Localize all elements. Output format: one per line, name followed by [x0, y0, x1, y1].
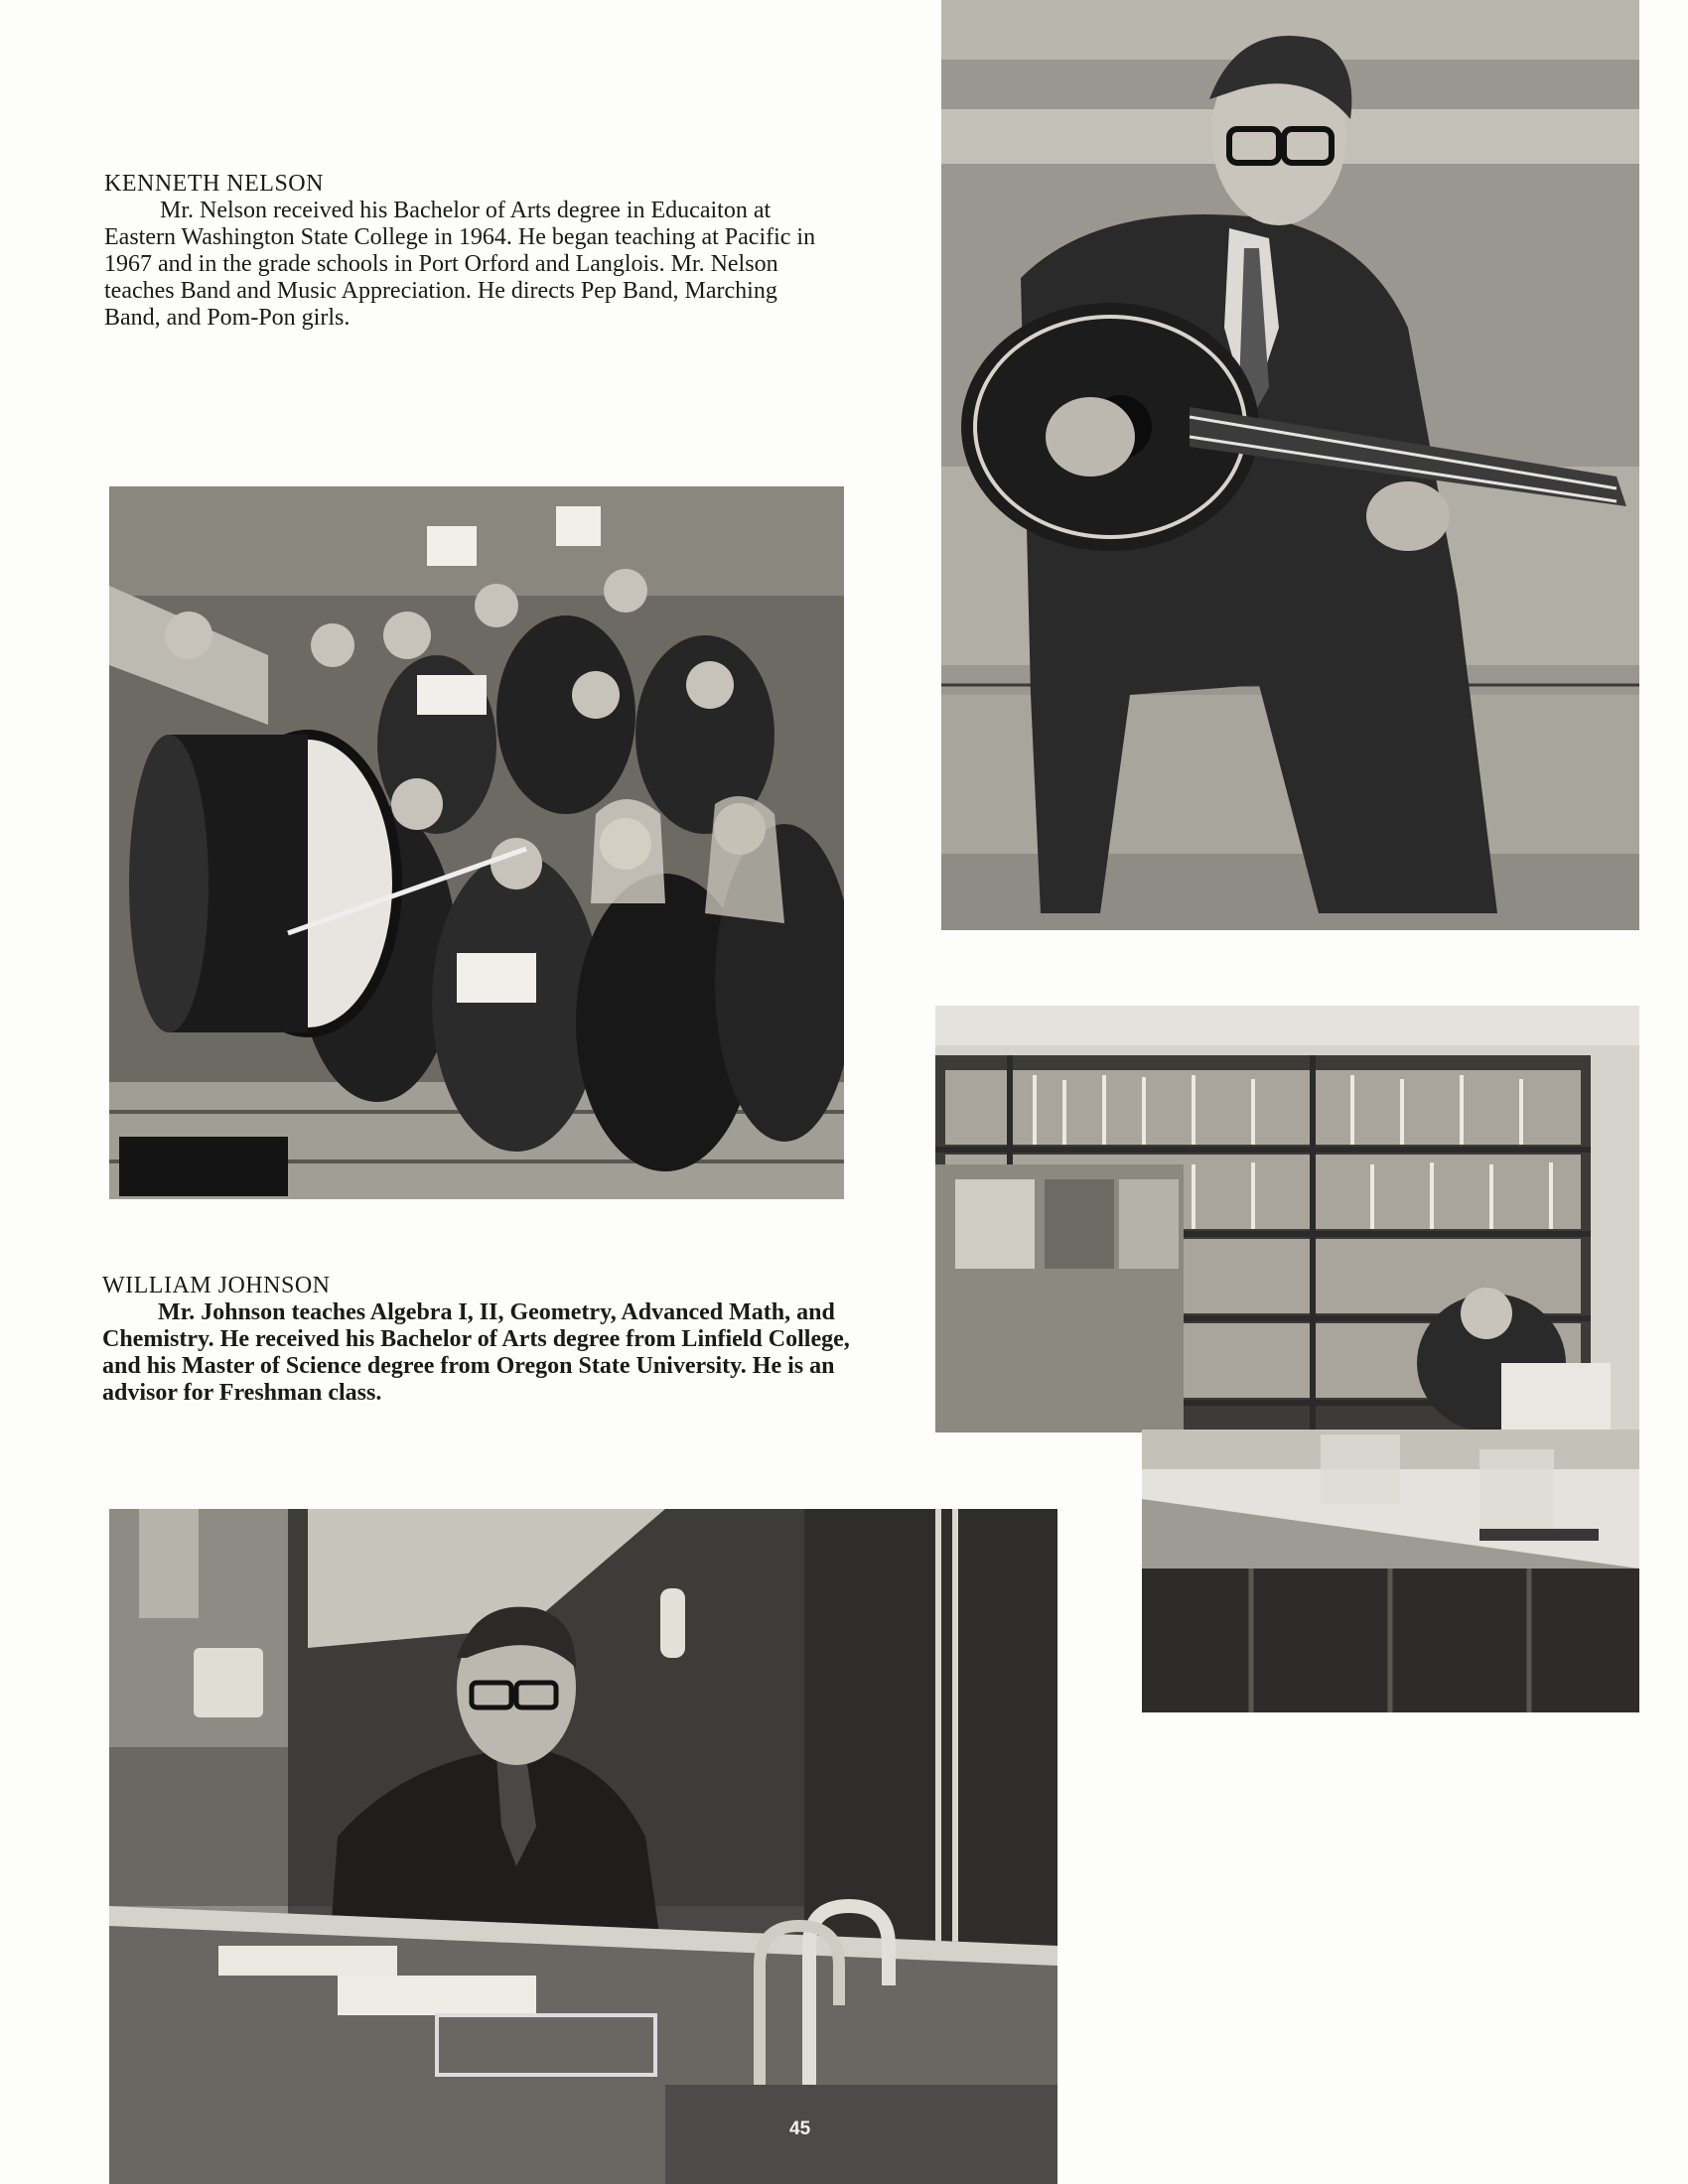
photo-library-bookshelves — [935, 1006, 1639, 1433]
photo-pep-band — [109, 486, 844, 1199]
bio-text: Mr. Johnson teaches Algebra I, II, Geometry, Advanced Math, and Chemistry. He received his Bachelor of Arts degree from Linfield College, and his Master of Science degree from Oregon State University. He is an advisor for Freshman class. — [102, 1299, 850, 1406]
bio-name: KENNETH NELSON — [104, 171, 324, 197]
bio-kenneth-nelson — [104, 171, 839, 332]
photo-teacher-playing-guitar — [941, 0, 1639, 930]
photo-teacher-at-lab-desk — [109, 1509, 1057, 2184]
page-number: 45 — [789, 2118, 811, 2139]
bio-william-johnson — [102, 1273, 867, 1407]
photo-library-counter — [1142, 1430, 1639, 1712]
bio-name: WILLIAM JOHNSON — [102, 1273, 331, 1298]
bio-text: Mr. Nelson received his Bachelor of Arts degree in Educaiton at Eastern Washington State College in 1964. He began teaching at Pacific in 1967 and in the grade schools in Port Orford and Langlois. Mr. Nelson teaches Band and Music Appreciation. He directs Pep Band, Marching Band, and Pom-Pon girls. — [104, 198, 816, 331]
